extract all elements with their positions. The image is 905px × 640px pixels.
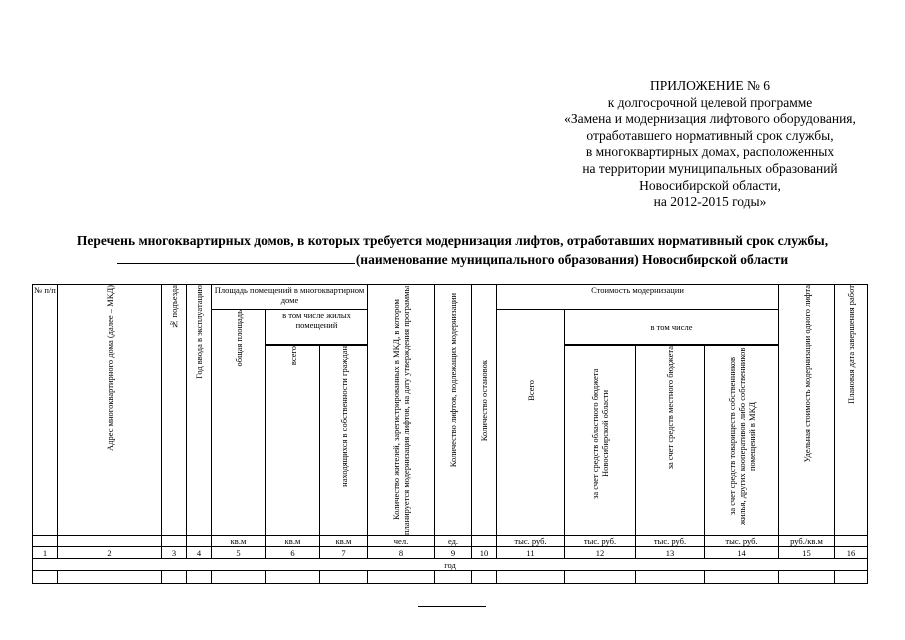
table-cell	[266, 571, 320, 584]
header-address-text: Адрес многоквартирного дома (далее – МКД)	[104, 285, 115, 451]
column-number: 7	[320, 547, 368, 559]
table-cell	[187, 571, 212, 584]
column-number: 13	[636, 547, 705, 559]
header-residents	[368, 285, 435, 536]
header-year-text: Год ввода в эксплуатацию	[194, 285, 204, 379]
unit-empty	[33, 536, 58, 547]
header-num: № п/п	[33, 285, 58, 536]
unit-empty	[187, 536, 212, 547]
header-regional	[565, 346, 636, 536]
header-local	[636, 346, 705, 536]
column-number: 11	[497, 547, 565, 559]
header-unit-cost	[779, 285, 835, 536]
appendix-line: «Замена и модернизация лифтового оборудования,	[564, 111, 856, 127]
header-entrance-text: № подъезда	[169, 285, 179, 330]
header-local-text: за счет средств местного бюджета	[665, 346, 675, 470]
unit-empty	[58, 536, 162, 547]
header-entrance	[162, 285, 187, 536]
table-cell	[636, 571, 705, 584]
column-number: 9	[435, 547, 472, 559]
appendix-line: на территории муниципальных образований	[582, 160, 838, 176]
header-residents-text: Количество жителей, зарегистрированных в МКД, в котором планируется модернизация лифтов, на дату утверждения программы	[391, 285, 411, 535]
unit-empty	[835, 536, 868, 547]
header-total-area-text: общая площадь	[233, 310, 244, 367]
header-address	[58, 285, 162, 536]
header-total-area	[212, 310, 266, 536]
header-area-group: Площадь помещений в многоквартирном доме	[212, 285, 368, 310]
appendix-line: Новосибирской области,	[639, 177, 781, 193]
year-row: год	[33, 559, 868, 571]
appendix-line: в многоквартирных домах, расположенных	[585, 144, 835, 160]
table-cell	[33, 571, 58, 584]
table-cell	[162, 571, 187, 584]
header-stops	[472, 285, 497, 536]
header-living-owned	[320, 346, 368, 536]
table-cell	[368, 571, 435, 584]
appendix-header	[520, 78, 900, 211]
header-cost-total	[497, 310, 565, 536]
table-cell	[435, 571, 472, 584]
column-number: 3	[162, 547, 187, 559]
footer-separator-line	[418, 606, 486, 607]
column-number: 10	[472, 547, 497, 559]
table-cell	[212, 571, 266, 584]
table-cell	[58, 571, 162, 584]
document-title	[0, 232, 905, 269]
unit-cell: кв.м	[266, 536, 320, 547]
appendix-line: к долгосрочной целевой программе	[607, 94, 813, 110]
header-living-owned-text: находящихся в собственности граждан	[338, 346, 349, 487]
title-line-2-text: (наименование муниципального образования) Новосибирской области	[355, 252, 789, 267]
header-cost-total-text: Всего	[525, 380, 536, 401]
header-lifts	[435, 285, 472, 536]
table-cell	[779, 571, 835, 584]
unit-cell: тыс. руб.	[565, 536, 636, 547]
header-unit-cost-text: Удельная стоимость модернизации одного лифта	[801, 285, 812, 463]
title-line-2	[0, 250, 905, 269]
unit-empty	[162, 536, 187, 547]
header-incl: в том числе	[565, 310, 779, 345]
unit-cell: тыс. руб.	[705, 536, 779, 547]
unit-cell: тыс. руб.	[497, 536, 565, 547]
appendix-line: на 2012-2015 годы»	[653, 194, 767, 210]
table-cell	[835, 571, 868, 584]
header-living-all-text: всего	[287, 346, 298, 366]
column-number: 14	[705, 547, 779, 559]
column-number: 5	[212, 547, 266, 559]
unit-cell: кв.м	[320, 536, 368, 547]
table-cell	[565, 571, 636, 584]
header-owners	[705, 346, 779, 536]
fill-in-blank	[117, 250, 355, 264]
column-number: 15	[779, 547, 835, 559]
unit-cell: тыс. руб.	[636, 536, 705, 547]
header-owners-text: за счет средств товариществ собственников жилья, других кооперативов либо собственников помещений в МКД	[726, 347, 757, 525]
header-stops-text: Количество остановок	[479, 360, 489, 442]
header-deadline-text: Плановая дата завершения работ	[846, 285, 857, 405]
header-deadline	[835, 285, 868, 536]
header-year	[187, 285, 212, 536]
header-cost-group: Стоимость модернизации	[497, 285, 779, 310]
header-living-all	[266, 346, 320, 536]
column-number: 12	[565, 547, 636, 559]
header-lifts-text: Количество лифтов, подлежащих модернизации	[448, 293, 458, 468]
column-number: 16	[835, 547, 868, 559]
column-number: 6	[266, 547, 320, 559]
unit-cell: кв.м	[212, 536, 266, 547]
unit-cell: чел.	[368, 536, 435, 547]
header-living-group: в том числе жилых помещений	[266, 310, 368, 345]
unit-empty	[472, 536, 497, 547]
column-number: 8	[368, 547, 435, 559]
lifts-table	[32, 284, 868, 584]
column-number: 1	[33, 547, 58, 559]
header-regional-text: за счет средств областного бюджета Новосибирской области	[590, 368, 610, 499]
table-cell	[705, 571, 779, 584]
unit-cell: ед.	[435, 536, 472, 547]
unit-cell: руб./кв.м	[779, 536, 835, 547]
column-number: 2	[58, 547, 162, 559]
column-number: 4	[187, 547, 212, 559]
appendix-line: ПРИЛОЖЕНИЕ № 6	[649, 78, 771, 93]
table-cell	[472, 571, 497, 584]
appendix-line: отработавшего нормативный срок службы,	[586, 127, 834, 143]
table-cell	[320, 571, 368, 584]
table-cell	[497, 571, 565, 584]
title-line-1: Перечень многоквартирных домов, в которых требуется модернизация лифтов, отработавших нормативный срок службы,	[76, 233, 829, 248]
